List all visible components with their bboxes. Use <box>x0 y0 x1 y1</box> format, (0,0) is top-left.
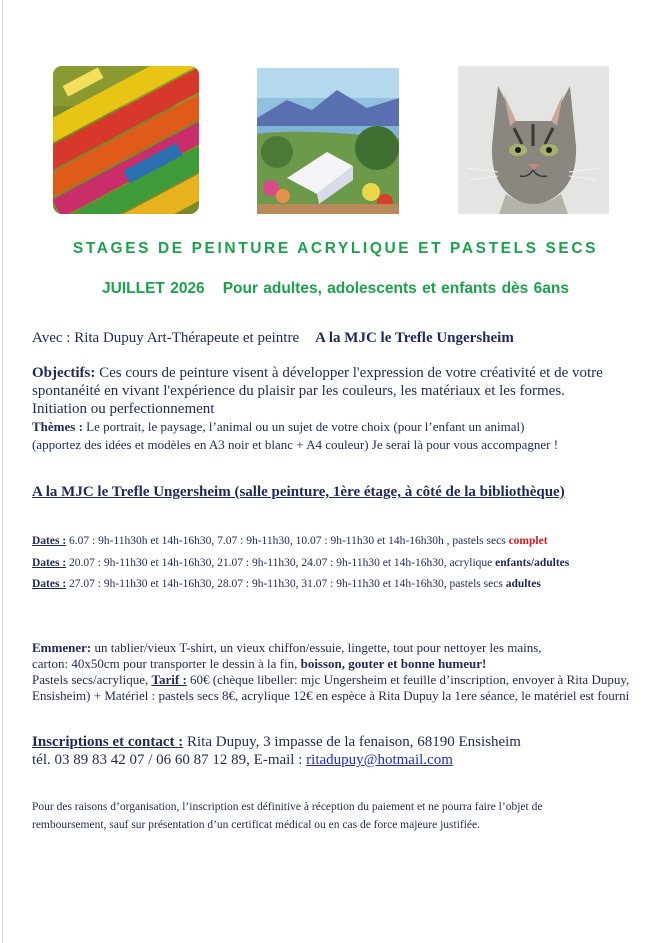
themes-text-1: Le portrait, le paysage, l’animal ou un sujet de votre choix (pour l’enfant un animal) <box>82 419 525 434</box>
subtitle <box>0 280 671 298</box>
dates-tag-2: enfants/adultes <box>495 557 570 569</box>
objectives-line-3: Initiation ou perfectionnement <box>32 401 215 417</box>
material-line: Ensisheim) + Matériel : pastels secs 8€, acrylique 12€ en espèce à Rita Dupuy la 1ere séance, le matériel est fourni <box>32 688 630 703</box>
bring-line-1 <box>32 640 542 655</box>
price-line <box>32 672 629 687</box>
subtitle-audience: Pour adultes, adolescents et enfants dès 6ans <box>222 280 569 297</box>
objectives-line-2: spontanéité en vivant l'expérience du plaisir par les couleurs, les matériaux et les formes. <box>32 383 565 399</box>
page-title: STAGES DE PEINTURE ACRYLIQUE ET PASTELS SECS <box>72 240 599 257</box>
notice-line-1: Pour des raisons d’organisation, l’inscription est définitive à réception du paiement et ne pourra faire l’objet de <box>32 801 543 813</box>
contact-label: Inscriptions et contact : <box>32 734 184 750</box>
tarif-label: Tarif : <box>151 672 187 687</box>
venue-name: A la MJC le Trefle Ungersheim <box>315 330 514 346</box>
themes-line-2: (apportez des idées et modèles en A3 noir et blanc + A4 couleur) Je serai là pour vous accompagner ! <box>32 437 559 452</box>
subtitle-date: JUILLET 2026 <box>102 280 205 297</box>
pastel-chalks-image <box>53 66 199 214</box>
email-link[interactable]: ritadupuy@hotmail.com <box>306 752 453 768</box>
contact-line-2 <box>32 752 453 769</box>
objectives-text-1: Ces cours de peinture visent à développer l'expression de votre créativité et de votre <box>95 365 603 381</box>
dates-label-2: Dates : <box>32 557 67 569</box>
price-text: 60€ (chèque libeller: mjc Ungersheim et feuille d’inscription, envoyer à Rita Dupuy, <box>186 672 630 687</box>
price-intro: Pastels secs/acrylique, <box>32 672 152 687</box>
notice-line-2: remboursement, sauf sur présentation d’un certificat médical ou en cas de force majeure justifiée. <box>32 819 480 831</box>
themes-line-1 <box>32 419 524 434</box>
objectives-line-1 <box>32 365 603 382</box>
objectives-label: Objectifs: <box>32 365 96 381</box>
dates-text-3: 27.07 : 9h-11h30 et 14h-16h30, 28.07 : 9h-11h30, 31.07 : 9h-11h30 et 14h-16h30, pastels secs <box>66 578 506 590</box>
bring-highlight: boisson, gouter et bonne humeur! <box>300 656 487 671</box>
dates-label-1: Dates : <box>32 535 67 547</box>
bring-text-1: un tablier/vieux T-shirt, un vieux chiffon/essuie, lingette, tout pour nettoyer les mains, <box>91 640 542 655</box>
location-heading: A la MJC le Trefle Ungersheim (salle peinture, 1ère étage, à côté de la bibliothèque) <box>32 484 565 500</box>
contact-address: Rita Dupuy, 3 impasse de la fenaison, 68190 Ensisheim <box>183 734 521 750</box>
teacher-line <box>32 330 514 347</box>
contact-phone: tél. 03 89 83 42 07 / 06 60 87 12 89, E-mail : <box>32 752 307 768</box>
teacher-text: Avec : Rita Dupuy Art-Thérapeute et peintre <box>32 330 300 346</box>
landscape-painting-image <box>257 68 399 214</box>
cat-portrait-image <box>458 66 609 214</box>
bring-line-2 <box>32 656 486 671</box>
dates-row-2 <box>32 556 569 570</box>
bring-label: Emmener: <box>32 640 92 655</box>
contact-line-1 <box>32 734 521 751</box>
dates-row-3 <box>32 577 541 591</box>
dates-text-1: 6.07 : 9h-11h30h et 14h-16h30, 7.07 : 9h-11h30, 10.07 : 9h-11h30 et 14h-16h30h , pastels secs <box>66 535 509 547</box>
page-edge <box>2 0 3 943</box>
dates-row-1 <box>32 534 548 548</box>
dates-tag-3: adultes <box>505 578 541 590</box>
dates-label-3: Dates : <box>32 578 67 590</box>
themes-label: Thèmes : <box>32 419 83 434</box>
dates-tag-1: complet <box>508 535 548 547</box>
bring-text-2: carton: 40x50cm pour transporter le dessin à la fin, <box>32 656 301 671</box>
dates-text-2: 20.07 : 9h-11h30 et 14h-16h30, 21.07 : 9h-11h30, 24.07 : 9h-11h30 et 14h-16h30, acrylique <box>66 557 496 569</box>
